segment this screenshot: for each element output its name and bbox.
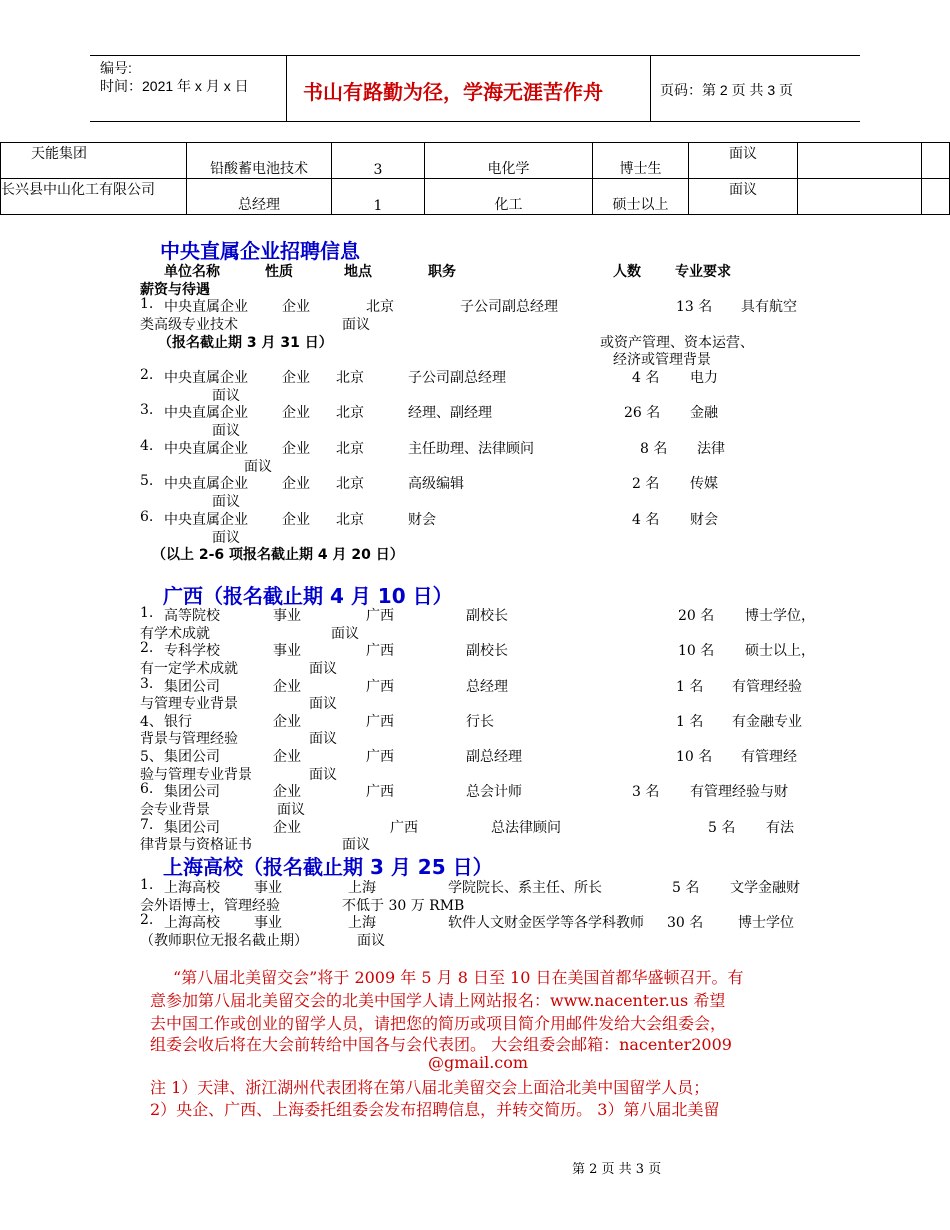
list-item-place: 北京 [366, 299, 394, 315]
list-item-nature: 事业 [254, 915, 282, 931]
list-item-salary: 面议 [212, 423, 240, 439]
list-item-nature: 企业 [282, 512, 310, 528]
table-cell: 1 [332, 179, 425, 215]
list-item-number: 4、 [140, 714, 163, 730]
list-item-number: 5. [140, 473, 154, 489]
list-item-number: 3. [140, 402, 154, 418]
column-header-count: 人数 [613, 264, 641, 280]
list-item-position: 软件人文财金医学等各学科教师 [448, 915, 644, 931]
list-item-nature: 企业 [282, 299, 310, 315]
list-item-number: 1. [140, 877, 154, 893]
top-table [0, 142, 950, 215]
list-item-requirement-cont: 类高级专业技术 [140, 317, 238, 333]
header-page-info: 页码：第 2 页 共 3 页 [660, 82, 794, 98]
list-item-place: 广西 [366, 784, 394, 800]
list-item-number: 5、 [140, 749, 163, 765]
list-item-nature: 企业 [282, 370, 310, 386]
list-item-place: 北京 [336, 476, 364, 492]
table-cell: 面议 [689, 179, 798, 215]
list-item-place: 广西 [390, 820, 418, 836]
list-item-place: 广西 [366, 608, 394, 624]
list-item-requirement-cont: 有一定学术成就 [140, 661, 238, 677]
table-cell [922, 179, 950, 215]
page-footer: 第 2 页 共 3 页 [572, 1162, 662, 1177]
list-item-number: 2. [140, 640, 154, 656]
list-item-number: 3. [140, 676, 154, 692]
list-item-unit: 中央直属企业 [164, 370, 248, 386]
list-item-position: 主任助理、法律顾问 [408, 441, 534, 457]
list-item-unit: 集团公司 [164, 784, 220, 800]
central-section-title: 中央直属企业招聘信息 [160, 239, 360, 263]
list-item-position: 子公司副总经理 [408, 370, 506, 386]
table-cell: 天能集团 [1, 143, 187, 179]
notice-line: @gmail.com [428, 1053, 529, 1072]
notice-line: “第八届北美留交会”将于 2009 年 5 月 8 日至 10 日在美国首都华盛顿召开。有 [173, 968, 744, 987]
list-item-number: 2. [140, 367, 154, 383]
table-cell [798, 143, 922, 179]
list-item-position: 学院院长、系主任、所长 [448, 880, 602, 896]
list-item-requirement: 有管理经验与财 [690, 784, 788, 800]
list-item-nature: 事业 [254, 880, 282, 896]
list-item-position: 副校长 [466, 643, 508, 659]
table-cell: 电化学 [425, 143, 593, 179]
list-item-unit: 集团公司 [164, 749, 220, 765]
list-item-unit: 集团公司 [164, 820, 220, 836]
list-item-unit: 中央直属企业 [164, 476, 248, 492]
table-cell: 面议 [689, 143, 798, 179]
list-item-salary: 面议 [212, 530, 240, 546]
list-item-requirement-extra: 或资产管理、资本运营、 [600, 335, 754, 351]
list-item-count: 5 名 [708, 820, 736, 836]
list-item-count: 4 名 [632, 512, 660, 528]
list-item-nature: 企业 [273, 679, 301, 695]
list-item-number: 2. [140, 912, 154, 928]
list-item-requirement-cont: （教师职位无报名截止期） [140, 933, 308, 949]
list-item-number: 6. [140, 781, 154, 797]
list-item-requirement: 博士学位 [738, 915, 794, 931]
header-divider-right [650, 55, 651, 121]
list-item-position: 副总经理 [466, 749, 522, 765]
list-item-unit: 中央直属企业 [164, 441, 248, 457]
list-item-number: 1. [140, 296, 154, 312]
notice-line: 意参加第八届北美留交会的北美中国学人请上网站报名：www.nacenter.us 希望 [150, 991, 726, 1010]
table-cell: 总经理 [187, 179, 332, 215]
list-item-nature: 企业 [273, 820, 301, 836]
list-item-position: 财会 [408, 512, 436, 528]
list-item-requirement: 有管理经验 [732, 679, 802, 695]
notice-line: 组委会收后将在大会前转给中国各与会代表团。 大会组委会邮箱：nacenter2009 [150, 1035, 732, 1054]
list-item-unit: 中央直属企业 [164, 405, 248, 421]
table-row [1, 179, 950, 215]
list-item-count: 3 名 [632, 784, 660, 800]
list-item-count: 26 名 [624, 405, 661, 421]
list-item-count: 5 名 [672, 880, 700, 896]
list-item-unit: 上海高校 [164, 915, 220, 931]
list-item-unit: 集团公司 [164, 679, 220, 695]
table-cell: 3 [332, 143, 425, 179]
table-cell: 硕士以上 [593, 179, 689, 215]
list-item-nature: 企业 [282, 476, 310, 492]
list-item-position: 子公司副总经理 [460, 299, 558, 315]
list-item-place: 北京 [336, 441, 364, 457]
notice-line: 注 1）天津、浙江湖州代表团将在第八届北美留交会上面洽北美中国留学人员； [150, 1078, 710, 1097]
list-item-requirement-cont: 会专业背景 [140, 802, 210, 818]
list-item-place: 广西 [366, 749, 394, 765]
list-item-requirement-cont: 背景与管理经验 [140, 731, 238, 747]
list-item-requirement-cont: 律背景与资格证书 [140, 837, 252, 853]
list-item-number: 1. [140, 605, 154, 621]
column-header-unit: 单位名称 [164, 264, 220, 280]
list-item-count: 20 名 [678, 608, 715, 624]
list-item-place: 北京 [336, 405, 364, 421]
notice-line: 去中国工作或创业的留学人员，请把您的简历或项目简介用邮件发给大会组委会， [150, 1014, 727, 1033]
list-item-place: 广西 [366, 643, 394, 659]
header-bottom-rule [90, 121, 860, 122]
list-item-requirement: 硕士以上， [745, 643, 815, 659]
list-item-salary: 面议 [309, 731, 337, 747]
list-item-requirement-cont: 验与管理专业背景 [140, 767, 252, 783]
list-item-requirement: 文学金融财 [730, 880, 800, 896]
column-header-requirement: 专业要求 [675, 264, 731, 280]
table-cell [798, 179, 922, 215]
list-item-count: 1 名 [676, 679, 704, 695]
list-item-position: 副校长 [466, 608, 508, 624]
list-item-requirement: 有金融专业 [732, 714, 802, 730]
column-header-position: 职务 [428, 264, 456, 280]
list-item-salary: 面议 [212, 494, 240, 510]
column-header-place: 地点 [344, 264, 372, 280]
list-item-requirement-cont: 有学术成就 [140, 626, 210, 642]
list-item-nature: 事业 [273, 608, 301, 624]
table-cell: 铅酸蓄电池技术 [187, 143, 332, 179]
list-item-requirement: 财会 [690, 512, 718, 528]
table-cell: 长兴县中山化工有限公司 [1, 179, 187, 215]
header-time: 时间：2021 年 x 月 x 日 [100, 78, 249, 94]
deadline-note: （报名截止期 3 月 31 日） [158, 335, 333, 351]
list-item-count: 2 名 [632, 476, 660, 492]
column-header-salary: 薪资与待遇 [140, 282, 210, 298]
list-item-requirement: 有管理经 [741, 749, 797, 765]
list-item-nature: 企业 [273, 749, 301, 765]
list-item-salary: 面议 [331, 626, 359, 642]
list-item-count: 1 名 [676, 714, 704, 730]
list-item-unit: 高等院校 [164, 608, 220, 624]
table-row [1, 143, 950, 179]
list-item-place: 广西 [366, 714, 394, 730]
list-item-salary: 面议 [309, 661, 337, 677]
header-divider-left [286, 55, 287, 121]
column-header-nature: 性质 [265, 264, 293, 280]
list-item-salary: 面议 [277, 802, 305, 818]
list-item-requirement: 电力 [690, 370, 718, 386]
list-item-nature: 事业 [273, 643, 301, 659]
list-item-requirement: 金融 [690, 405, 718, 421]
header-top-rule [90, 55, 860, 56]
list-item-position: 高级编辑 [408, 476, 464, 492]
list-item-count: 8 名 [640, 441, 668, 457]
list-item-count: 30 名 [667, 915, 704, 931]
header-motto: 书山有路勤为径，学海无涯苦作舟 [303, 80, 603, 104]
list-item-nature: 企业 [282, 405, 310, 421]
list-item-position: 总会计师 [466, 784, 522, 800]
list-item-count: 10 名 [678, 643, 715, 659]
list-item-salary: 面议 [212, 388, 240, 404]
list-item-unit: 上海高校 [164, 880, 220, 896]
list-item-salary: 面议 [244, 459, 272, 475]
list-item-count: 10 名 [676, 749, 713, 765]
list-item-requirement: 传媒 [690, 476, 718, 492]
list-item-requirement: 法律 [697, 441, 725, 457]
list-item-salary: 面议 [309, 696, 337, 712]
shanghai-section-title: 上海高校（报名截止期 3 月 25 日） [163, 855, 493, 879]
list-item-requirement-cont: 与管理专业背景 [140, 696, 238, 712]
list-item-unit: 专科学校 [164, 643, 220, 659]
list-item-position: 总法律顾问 [491, 820, 561, 836]
list-item-requirement: 具有航空 [741, 299, 797, 315]
list-item-salary: 面议 [309, 767, 337, 783]
table-cell: 博士生 [593, 143, 689, 179]
list-item-unit: 中央直属企业 [164, 512, 248, 528]
list-item-nature: 企业 [282, 441, 310, 457]
list-item-number: 6. [140, 509, 154, 525]
list-item-position: 总经理 [466, 679, 508, 695]
list-item-count: 13 名 [676, 299, 713, 315]
list-item-unit: 中央直属企业 [164, 299, 248, 315]
list-item-salary: 不低于 30 万 RMB [342, 898, 465, 914]
list-item-place: 上海 [348, 915, 376, 931]
list-item-place: 广西 [366, 679, 394, 695]
list-item-requirement-extra: 经济或管理背景 [613, 352, 711, 368]
table-cell [922, 143, 950, 179]
table-cell: 化工 [425, 179, 593, 215]
list-item-salary: 面议 [342, 317, 370, 333]
list-item-requirement: 博士学位， [745, 608, 815, 624]
guangxi-section-title: 广西（报名截止期 4 月 10 日） [163, 584, 453, 608]
notice-line: 2）央企、广西、上海委托组委会发布招聘信息，并转交简历。 3）第八届北美留 [150, 1100, 720, 1119]
list-item-count: 4 名 [632, 370, 660, 386]
list-item-position: 经理、副经理 [408, 405, 492, 421]
list-item-position: 行长 [466, 714, 494, 730]
header-number: 编号: [100, 60, 132, 76]
list-item-unit: 银行 [164, 714, 192, 730]
list-item-requirement-cont: 会外语博士，管理经验 [140, 898, 280, 914]
list-item-nature: 企业 [273, 714, 301, 730]
list-item-number: 7. [140, 817, 154, 833]
list-item-number: 4. [140, 438, 154, 454]
list-item-requirement: 有法 [766, 820, 794, 836]
list-item-place: 北京 [336, 370, 364, 386]
list-item-salary: 面议 [342, 837, 370, 853]
list-item-salary: 面议 [357, 933, 385, 949]
deadline-note: （以上 2-6 项报名截止期 4 月 20 日） [152, 547, 404, 563]
list-item-nature: 企业 [273, 784, 301, 800]
list-item-place: 北京 [336, 512, 364, 528]
list-item-place: 上海 [348, 880, 376, 896]
